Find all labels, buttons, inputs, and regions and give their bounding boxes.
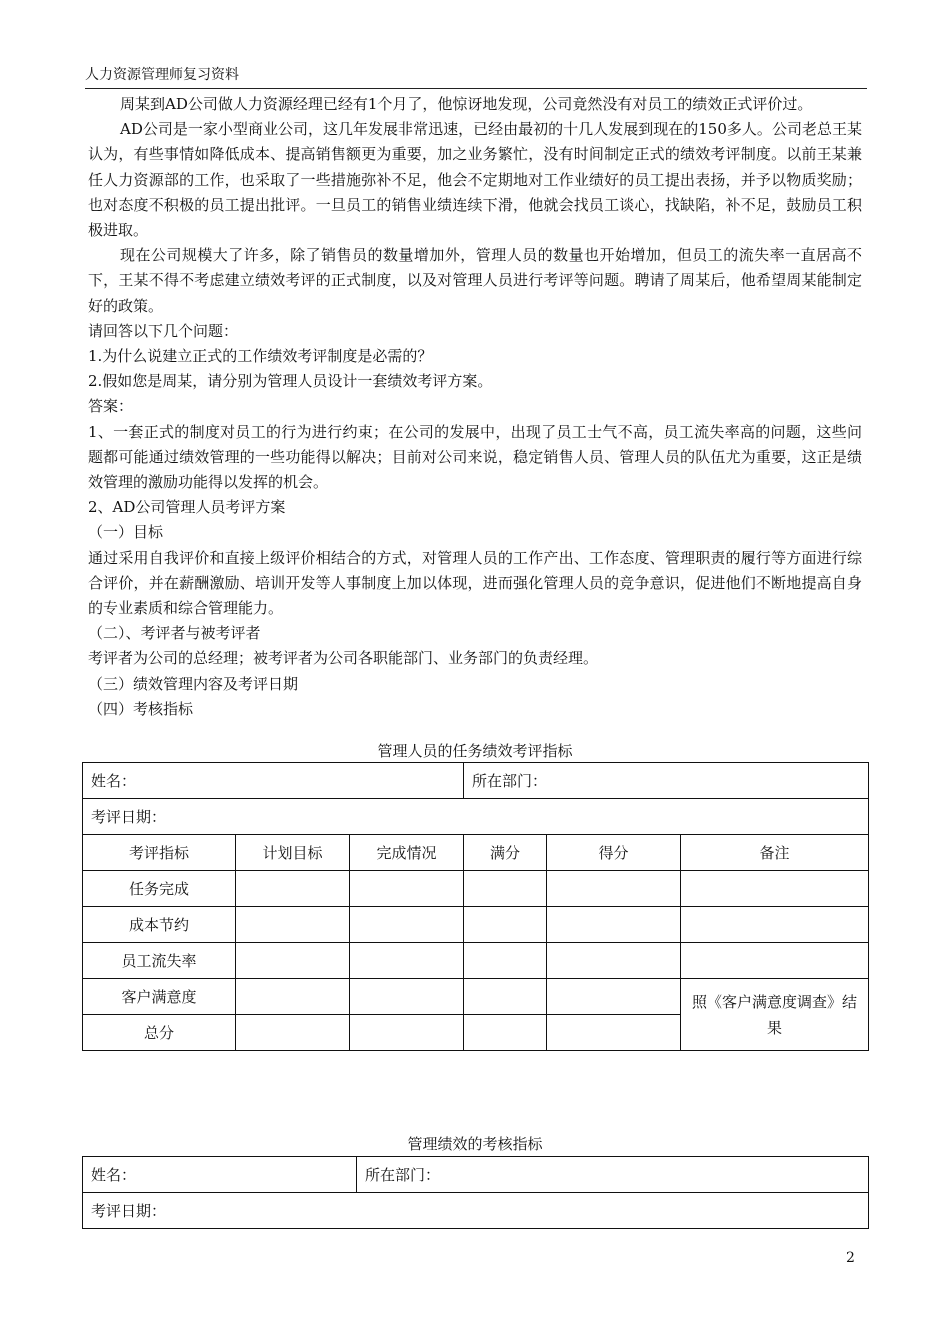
- table-cell: [464, 871, 547, 907]
- paragraph: 请回答以下几个问题：: [88, 321, 239, 340]
- column-header: 备注: [681, 835, 869, 871]
- document-body: [88, 92, 862, 722]
- section-heading: （四）考核指标: [88, 699, 194, 718]
- paragraph: 考评者为公司的总经理；被考评者为公司各职能部门、业务部门的负责经理。: [88, 649, 599, 668]
- table-cell: [547, 871, 681, 907]
- question-1: 1.为什么说建立正式的工作绩效考评制度是必需的？: [88, 347, 433, 366]
- table-cell: [350, 1015, 464, 1051]
- table2-caption: 管理绩效的考核指标: [407, 1135, 543, 1153]
- table1-caption: 管理人员的任务绩效考评指标: [377, 742, 573, 760]
- row-label: 成本节约: [83, 907, 236, 943]
- column-header: 满分: [464, 835, 547, 871]
- row-label: 客户满意度: [83, 979, 236, 1015]
- paragraph: AD公司是一家小型商业公司，这几年发展非常迅速，已经由最初的十几人发展到现在的150多人。公司老总王某认为，有些事情如降低成本、提高销售额更为重要，加之业务繁忙，没有时间制定正式的绩效考评制度。以前王某兼任人力资源部的工作，也采取了一些措施弥补不足，他会不定期地对工作业绩好的员工提出表扬，并予以物质奖励；也对态度不积极的员工提出批评。一旦员工的销售业绩连续下滑，他就会找员工谈心，找缺陷，补不足，鼓励员工积极进取。: [88, 120, 862, 240]
- name-label: 姓名：: [83, 763, 464, 799]
- table-cell: [464, 979, 547, 1015]
- table-cell: [681, 871, 869, 907]
- table-row: [83, 799, 869, 835]
- satisfaction-note: 照《客户满意度调查》结果: [681, 979, 869, 1051]
- task-performance-table: [82, 762, 869, 1051]
- table-cell: [547, 1015, 681, 1051]
- table-row: [83, 1193, 869, 1229]
- table-row: [83, 871, 869, 907]
- table-cell: [547, 979, 681, 1015]
- table-cell: [350, 907, 464, 943]
- table-row: [83, 943, 869, 979]
- section-heading: （二）、考评者与被考评者: [88, 624, 261, 643]
- paragraph: 现在公司规模大了许多，除了销售员的数量增加外，管理人员的数量也开始增加，但员工的流失率一直居高不下，王某不得不考虑建立绩效考评的正式制度，以及对管理人员进行考评等问题。聘请了周某后，他希望周某能制定好的政策。: [88, 246, 862, 315]
- table-cell: [236, 871, 350, 907]
- row-label: 员工流失率: [83, 943, 236, 979]
- table-cell: [236, 1015, 350, 1051]
- table-row: [83, 763, 869, 799]
- table-cell: [350, 979, 464, 1015]
- answer-1: 1、一套正式的制度对员工的行为进行约束；在公司的发展中，出现了员工士气不高，员工流失率高的问题，这些问题都可能通过绩效管理的一些功能得以解决；目前对公司来说，稳定销售人员、管理人员的队伍尤为重要，这正是绩效管理的激励功能得以发挥的机会。: [88, 422, 862, 492]
- section-heading: （三）绩效管理内容及考评日期: [88, 674, 299, 693]
- table-cell: [547, 943, 681, 979]
- table-cell: [350, 871, 464, 907]
- column-header: 得分: [547, 835, 681, 871]
- dept-label: 所在部门：: [464, 763, 869, 799]
- table-cell: [350, 943, 464, 979]
- table-row: [83, 979, 869, 1015]
- management-performance-table: [82, 1156, 869, 1229]
- table-cell: [236, 943, 350, 979]
- page-header: [85, 66, 867, 89]
- answer-2-heading: 2、AD公司管理人员考评方案: [88, 498, 286, 517]
- row-label: 任务完成: [83, 871, 236, 907]
- column-header: 考评指标: [83, 835, 236, 871]
- paragraph: 周某到AD公司做人力资源经理已经有1个月了，他惊讶地发现，公司竟然没有对员工的绩效正式评价过。: [120, 95, 813, 113]
- question-2: 2.假如您是周某，请分别为管理人员设计一套绩效考评方案。: [88, 372, 493, 391]
- table-cell: [236, 907, 350, 943]
- column-header: 完成情况: [350, 835, 464, 871]
- section-heading: （一）目标: [88, 523, 164, 542]
- answer-heading: 答案：: [88, 397, 134, 416]
- date-label: 考评日期：: [83, 799, 869, 835]
- table-cell: [464, 907, 547, 943]
- name-label: 姓名：: [83, 1157, 357, 1193]
- row-label: 总分: [83, 1015, 236, 1051]
- table-cell: [464, 1015, 547, 1051]
- table-cell: [681, 907, 869, 943]
- table-row: [83, 1157, 869, 1193]
- header-title: 人力资源管理师复习资料: [85, 67, 239, 83]
- table-header-row: [83, 835, 869, 871]
- table-cell: [547, 907, 681, 943]
- dept-label: 所在部门：: [357, 1157, 869, 1193]
- paragraph: 通过采用自我评价和直接上级评价相结合的方式，对管理人员的工作产出、工作态度、管理职责的履行等方面进行综合评价，并在薪酬激励、培训开发等人事制度上加以体现，进而强化管理人员的竞争意识，促进他们不断地提高自身的专业素质和综合管理能力。: [88, 548, 862, 618]
- table-row: [83, 907, 869, 943]
- date-label: 考评日期：: [83, 1193, 869, 1229]
- table-cell: [681, 943, 869, 979]
- table-cell: [464, 943, 547, 979]
- page-number: 2: [846, 1250, 855, 1266]
- table-cell: [236, 979, 350, 1015]
- column-header: 计划目标: [236, 835, 350, 871]
